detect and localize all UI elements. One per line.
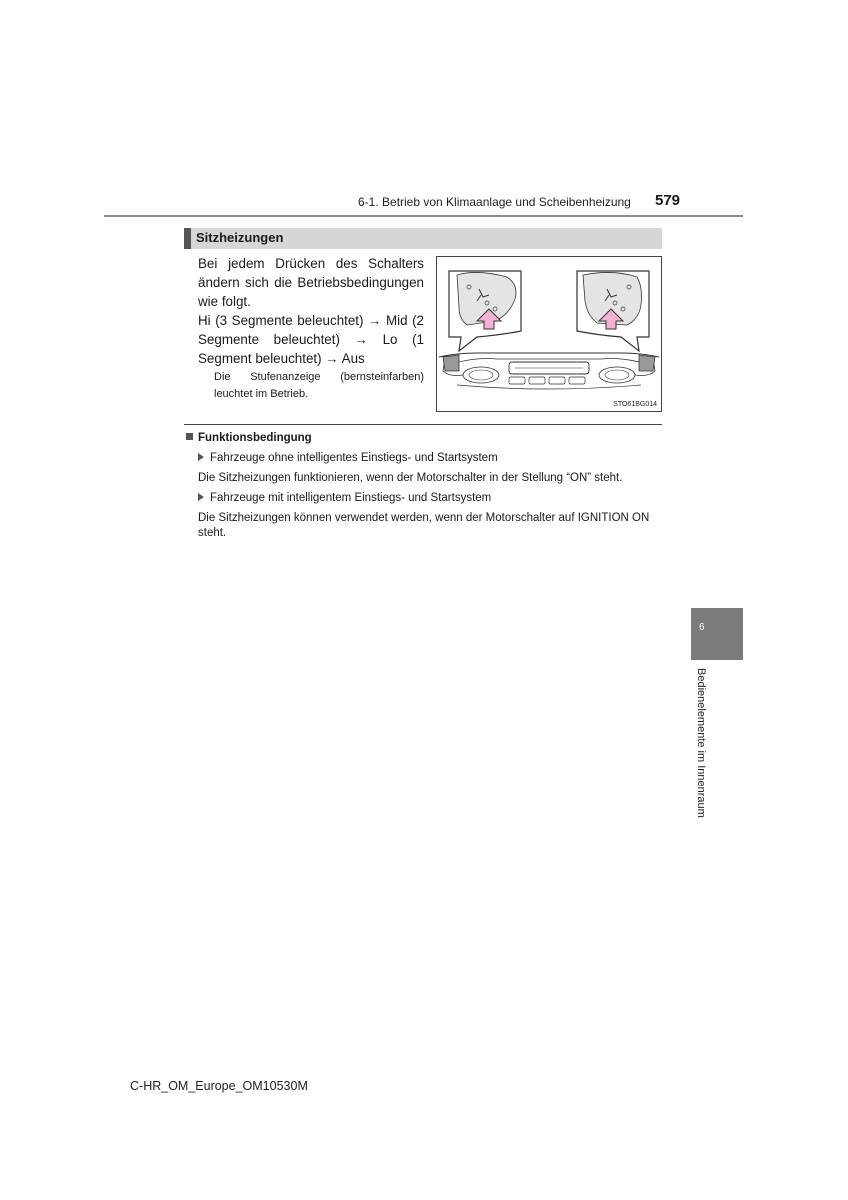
condition-subheading-1-text: Fahrzeuge ohne intelligentes Einstiegs- und Startsystem xyxy=(210,452,498,464)
triangle-bullet-icon xyxy=(198,493,204,501)
chapter-tab xyxy=(691,608,743,660)
condition-subheading-2-text: Fahrzeuge mit intelligentem Einstiegs- und Startsystem xyxy=(210,492,492,504)
section-title: Sitzheizungen xyxy=(196,230,284,245)
section-accent xyxy=(184,228,191,249)
condition-text-1: Die Sitzheizungen funktionieren, wenn der Motorschalter in der Stellung “ON” steht. xyxy=(198,472,623,484)
instructions-text xyxy=(198,254,424,368)
instructions-paragraph-2: Hi (3 Segmente beleuchtet) → Mid (2 Segmente beleuchtet) → Lo (1 Segment beleuchtet) → Aus xyxy=(198,313,424,366)
square-bullet-icon xyxy=(186,433,193,440)
function-condition-title: Funktionsbedingung xyxy=(198,432,312,444)
function-condition-heading xyxy=(186,432,312,444)
page-number: 579 xyxy=(655,192,681,209)
triangle-bullet-icon xyxy=(198,453,204,461)
seat-heater-figure xyxy=(436,256,662,412)
chapter-number: 6 xyxy=(699,622,705,633)
section-heading-bar xyxy=(184,228,662,249)
footer-code: C-HR_OM_Europe_OM10530M xyxy=(130,1079,308,1093)
seat-heater-illustration xyxy=(437,257,661,411)
condition-subheading-1 xyxy=(198,451,660,466)
header-rule xyxy=(104,215,743,217)
section-divider xyxy=(184,424,662,425)
figure-code: STO61BG014 xyxy=(613,401,657,408)
condition-text-2: Die Sitzheizungen können verwendet werden, wenn der Motorschalter auf IGNITION ON steht. xyxy=(198,512,650,539)
condition-subheading-2 xyxy=(198,491,660,506)
indicator-note: Die Stufenanzeige (bernsteinfarben) leuchtet im Betrieb. xyxy=(214,371,424,400)
instructions-paragraph-1: Bei jedem Drücken des Schalters ändern sich die Betriebsbedingungen wie folgt. xyxy=(198,256,424,309)
header-title: 6-1. Betrieb von Klimaanlage und Scheibenheizung xyxy=(358,195,631,209)
chapter-label: Bedienelemente im Innenraum xyxy=(695,668,707,818)
